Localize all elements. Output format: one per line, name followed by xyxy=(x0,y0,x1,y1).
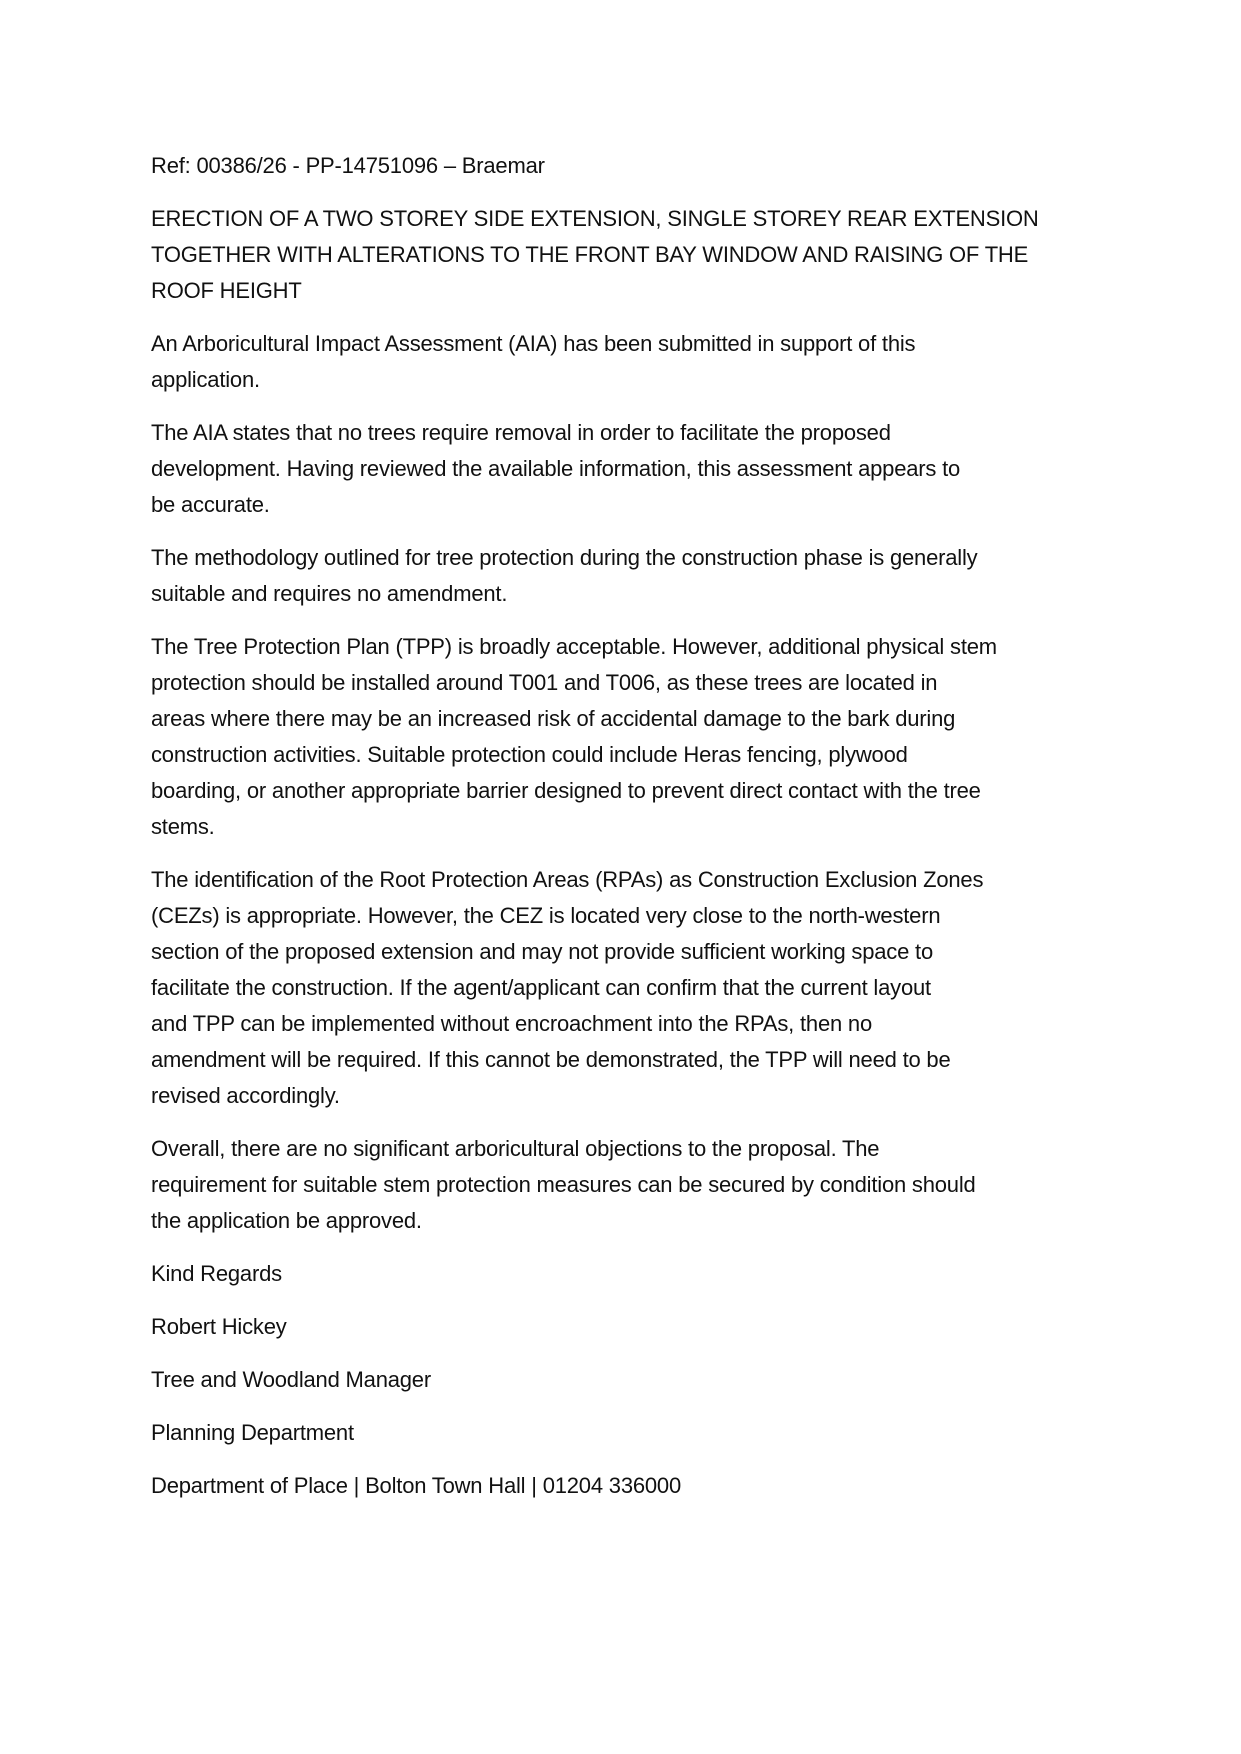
application-description xyxy=(151,201,1111,309)
tree-removal-paragraph xyxy=(151,415,1111,523)
text-line: revised accordingly. xyxy=(151,1083,340,1108)
text-line: application. xyxy=(151,367,260,392)
text-line: ROOF HEIGHT xyxy=(151,278,302,303)
text-line: facilitate the construction. If the agent/applicant can confirm that the current layout xyxy=(151,975,931,1000)
text-line: Robert Hickey xyxy=(151,1314,287,1339)
text-line: section of the proposed extension and may not provide sufficient working space to xyxy=(151,939,933,964)
text-line: Overall, there are no significant arboricultural objections to the proposal. The xyxy=(151,1136,880,1161)
sign-off xyxy=(151,1256,1111,1292)
text-line: amendment will be required. If this cannot be demonstrated, the TPP will need to be xyxy=(151,1047,951,1072)
signatory-title xyxy=(151,1362,1111,1398)
text-line: ERECTION OF A TWO STOREY SIDE EXTENSION, SINGLE STOREY REAR EXTENSION xyxy=(151,206,1039,231)
text-line: Tree and Woodland Manager xyxy=(151,1367,431,1392)
signatory-name xyxy=(151,1309,1111,1345)
text-line: suitable and requires no amendment. xyxy=(151,581,508,606)
text-line: be accurate. xyxy=(151,492,270,517)
tpp-paragraph xyxy=(151,629,1111,845)
aia-intro xyxy=(151,326,1111,398)
text-line: stems. xyxy=(151,814,215,839)
text-line: Planning Department xyxy=(151,1420,354,1445)
text-line: (CEZs) is appropriate. However, the CEZ is located very close to the north-western xyxy=(151,903,941,928)
text-line: construction activities. Suitable protection could include Heras fencing, plywood xyxy=(151,742,908,767)
rpa-paragraph xyxy=(151,862,1111,1114)
text-line: protection should be installed around T001 and T006, as these trees are located in xyxy=(151,670,938,695)
department-name xyxy=(151,1415,1111,1451)
conclusion-paragraph xyxy=(151,1131,1111,1239)
text-line: Department of Place | Bolton Town Hall | 01204 336000 xyxy=(151,1473,681,1498)
text-line: The AIA states that no trees require removal in order to facilitate the proposed xyxy=(151,420,891,445)
text-line: The methodology outlined for tree protection during the construction phase is generally xyxy=(151,545,978,570)
text-line: and TPP can be implemented without encroachment into the RPAs, then no xyxy=(151,1011,873,1036)
text-line: The identification of the Root Protection Areas (RPAs) as Construction Exclusion Zones xyxy=(151,867,984,892)
contact-details xyxy=(151,1468,1111,1504)
document-page xyxy=(151,148,1111,1521)
text-line: An Arboricultural Impact Assessment (AIA) has been submitted in support of this xyxy=(151,331,916,356)
text-line: areas where there may be an increased risk of accidental damage to the bark during xyxy=(151,706,956,731)
methodology-paragraph xyxy=(151,540,1111,612)
reference-line xyxy=(151,148,1111,184)
text-line: The Tree Protection Plan (TPP) is broadly acceptable. However, additional physical stem xyxy=(151,634,997,659)
text-line: TOGETHER WITH ALTERATIONS TO THE FRONT BAY WINDOW AND RAISING OF THE xyxy=(151,242,1029,267)
text-line: the application be approved. xyxy=(151,1208,422,1233)
text-line: boarding, or another appropriate barrier designed to prevent direct contact with the tree xyxy=(151,778,981,803)
text-line: requirement for suitable stem protection measures can be secured by condition should xyxy=(151,1172,976,1197)
text-line: Kind Regards xyxy=(151,1261,282,1286)
text-line: development. Having reviewed the available information, this assessment appears to xyxy=(151,456,961,481)
text-line: Ref: 00386/26 - PP-14751096 – Braemar xyxy=(151,153,545,178)
